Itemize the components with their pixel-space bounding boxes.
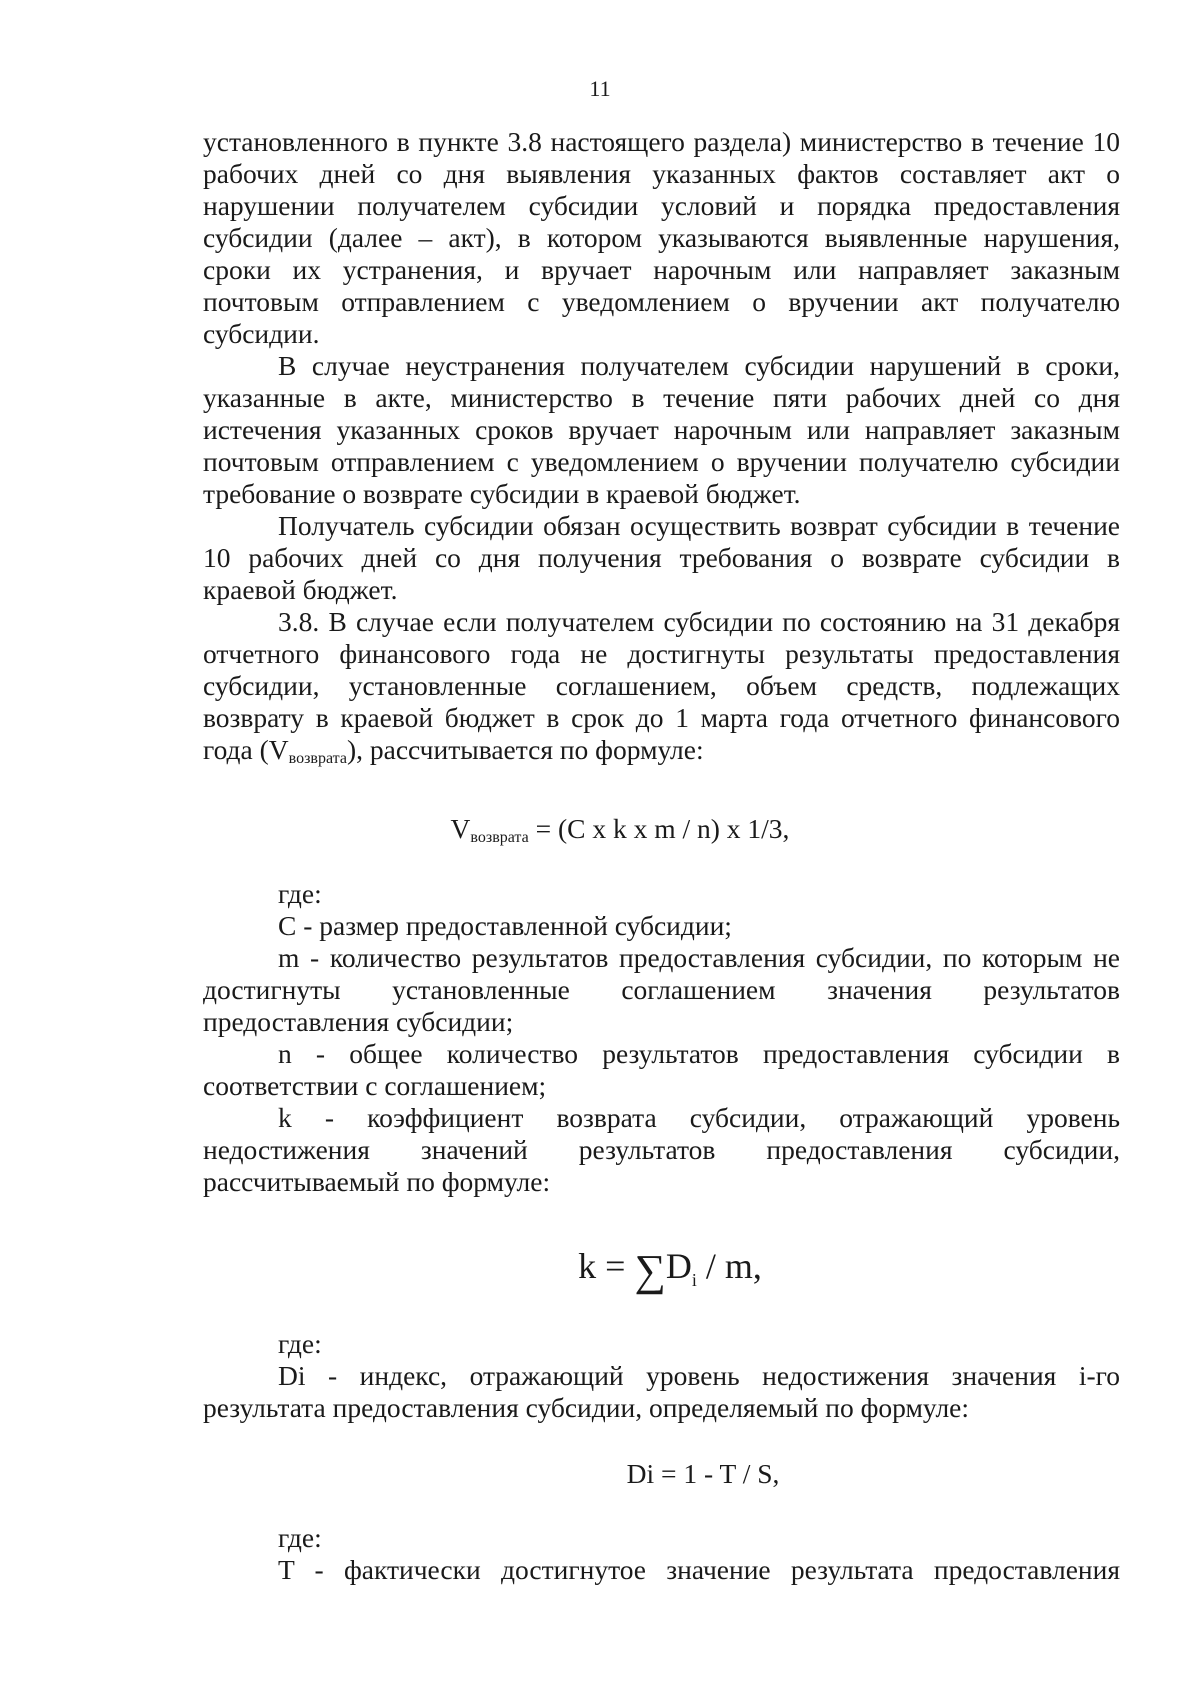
formula-v-return: $V_{возврата} = (C$ x k x m / n) x 1/3, <box>450 813 790 846</box>
paragraph-line: истечения указанных сроков вручает нарочным или направляет заказным <box>203 414 1120 445</box>
definition-line: недостижения значений результатов предоставления субсидии, <box>203 1134 1120 1165</box>
paragraph-line: субсидии. <box>203 318 320 349</box>
definition-line: результата предоставления субсидии, определяемый по формуле: <box>203 1392 970 1423</box>
where-label: где: <box>278 1328 322 1359</box>
formula-di: Di = 1 - T / S, <box>626 1458 780 1489</box>
where-label: где: <box>278 1522 322 1553</box>
paragraph-line: почтовым отправлением с уведомлением о вручении получателю субсидии <box>203 446 1120 477</box>
definition-line: C - размер предоставленной субсидии; <box>278 910 732 941</box>
definition-line: T - фактически достигнутое значение результата предоставления <box>278 1554 1120 1585</box>
paragraph-line: почтовым отправлением с уведомлением о вручении акт получателю <box>203 286 1120 317</box>
paragraph-line: нарушении получателем субсидии условий и порядка предоставления <box>203 190 1120 221</box>
definition-line: n - общее количество результатов предоставления субсидии в <box>278 1038 1120 1069</box>
paragraph-line: рабочих дней со дня выявления указанных фактов составляет акт о <box>203 158 1120 189</box>
definition-line: достигнуты установленные соглашением значения результатов <box>203 974 1120 1005</box>
paragraph-line: указанные в акте, министерство в течение пяти рабочих дней со дня <box>203 382 1120 413</box>
definition-line: рассчитываемый по формуле: <box>203 1166 551 1197</box>
where-label: где: <box>278 878 322 909</box>
paragraph-line: 3.8. В случае если получателем субсидии по состоянию на 31 декабря <box>278 606 1120 637</box>
paragraph-line: отчетного финансового года не достигнуты результаты предоставления <box>203 638 1120 669</box>
page-number: 11 <box>589 76 611 101</box>
definition-line: Di - индекс, отражающий уровень недостижения значения i-го <box>278 1360 1120 1391</box>
paragraph-line: сроки их устранения, и вручает нарочным или направляет заказным <box>203 254 1120 285</box>
paragraph-line: возврату в краевой бюджет в срок до 1 марта года отчетного финансового <box>203 702 1120 733</box>
paragraph-line: Получатель субсидии обязан осуществить возврат субсидии в течение <box>278 510 1120 541</box>
definition-line: предоставления субсидии; <box>203 1006 514 1037</box>
formula-k: $k = \sum D_i / m$, <box>578 1246 762 1295</box>
paragraph-line: года $(V_{возврата})$, рассчитывается по формуле: <box>203 734 704 767</box>
definition-line: m - количество результатов предоставления субсидии, по которым не <box>278 942 1120 973</box>
paragraph-line: краевой бюджет. <box>203 574 398 605</box>
definition-line: k - коэффициент возврата субсидии, отражающий уровень <box>278 1102 1120 1133</box>
paragraph-line: 10 рабочих дней со дня получения требования о возврате субсидии в <box>203 542 1120 573</box>
paragraph-line: субсидии, установленные соглашением, объем средств, подлежащих <box>203 670 1120 701</box>
definition-line: соответствии с соглашением; <box>203 1070 547 1101</box>
paragraph-line: требование о возврате субсидии в краевой бюджет. <box>203 478 801 509</box>
paragraph-line: установленного в пункте 3.8 настоящего раздела) министерство в течение 10 <box>203 126 1120 157</box>
paragraph-line: В случае неустранения получателем субсидии нарушений в сроки, <box>278 350 1120 381</box>
paragraph-line: субсидии (далее – акт), в котором указываются выявленные нарушения, <box>203 222 1120 253</box>
